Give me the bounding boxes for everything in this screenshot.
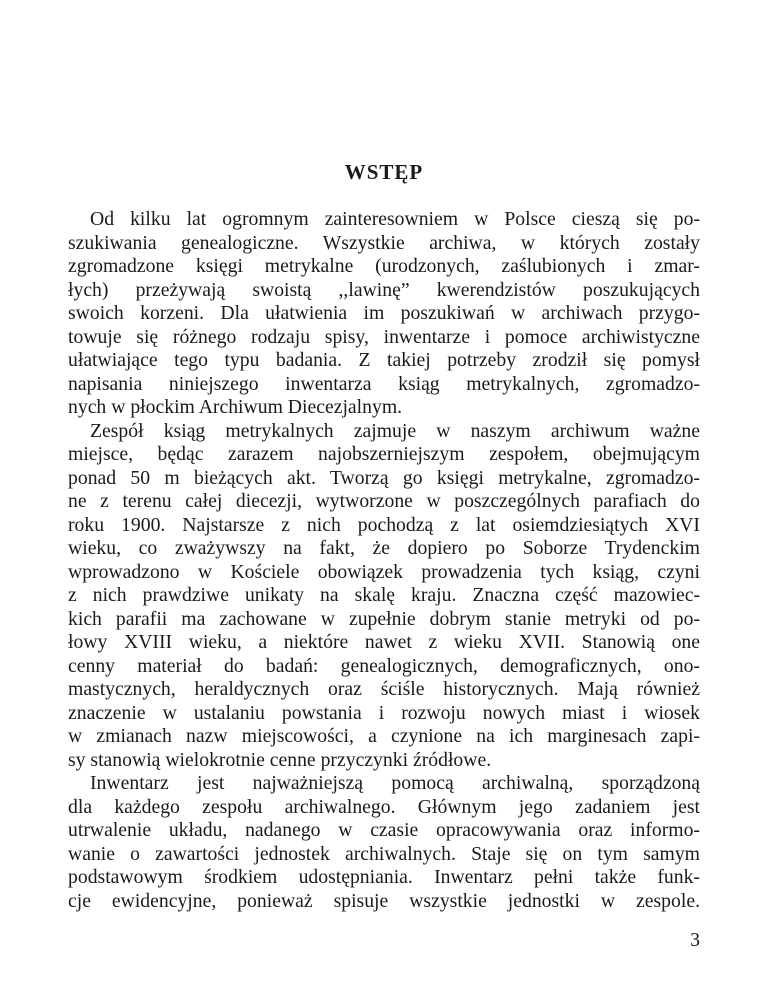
- text-line: łowy XVIII wieku, a niektóre nawet z wieku XVII. Stanowią one: [68, 631, 700, 653]
- text-line: mastycznych, heraldycznych oraz ściśle historycznych. Mają również: [68, 678, 700, 700]
- text-line: w zmianach nazw miejscowości, a czynione na ich marginesach zapi-: [68, 725, 700, 747]
- text-line: cenny materiał do badań: genealogicznych, demograficznych, ono-: [68, 654, 700, 677]
- text-line: z nich prawdziwe unikaty na skalę kraju. Znaczna część mazowiec-: [68, 584, 700, 606]
- text-line: nych w płockim Archiwum Diecezjalnym.: [68, 396, 403, 418]
- text-line: szukiwania genealogiczne. Wszystkie archiwa, w których zostały: [68, 231, 700, 254]
- text-line: łych) przeżywają swoistą ,,lawinę” kwerendzistów poszukujących: [68, 278, 700, 301]
- text-line: dla każdego zespołu archiwalnego. Głównym jego zadaniem jest: [68, 795, 700, 818]
- text-line: towuje się różnego rodzaju spisy, inwentarze i pomoce archiwistyczne: [68, 325, 700, 348]
- text-line: ponad 50 m bieżących akt. Tworzą go księgi metrykalne, zgromadzo-: [68, 466, 700, 489]
- text-line: napisania niniejszego inwentarza ksiąg metrykalnych, zgromadzo-: [68, 372, 700, 395]
- text-line: cje ewidencyjne, ponieważ spisuje wszystkie jednostki w zespole.: [68, 889, 700, 912]
- text-line: ne z terenu całej diecezji, wytworzone w poszczególnych parafiach do: [68, 490, 700, 512]
- text-line: znaczenie w ustalaniu powstania i rozwoju nowych miast i wiosek: [68, 701, 700, 724]
- text-line: podstawowym środkiem udostępniania. Inwentarz pełni także funk-: [68, 866, 700, 888]
- body-text: [68, 208, 700, 913]
- text-line: swoich korzeni. Dla ułatwienia im poszukiwań w archiwach przygo-: [68, 302, 700, 324]
- text-line: utrwalenie układu, nadanego w czasie opracowywania oraz informo-: [68, 819, 700, 841]
- chapter-heading: WSTĘP: [344, 160, 424, 184]
- text-line: wieku, co zważywszy na fakt, że dopiero po Soborze Trydenckim: [68, 537, 700, 559]
- text-line: miejsce, będąc zarazem najobszerniejszym zespołem, obejmującym: [68, 443, 700, 465]
- text-line: Od kilku lat ogromnym zainteresowniem w Polsce cieszą się po-: [90, 208, 700, 230]
- text-line: Zespół ksiąg metrykalnych zajmuje w naszym archiwum ważne: [90, 419, 700, 442]
- page-number: 3: [690, 930, 700, 951]
- text-line: zgromadzone księgi metrykalne (urodzonych, zaślubionych i zmar-: [68, 255, 700, 277]
- text-line: Inwentarz jest najważniejszą pomocą archiwalną, sporządzoną: [90, 772, 700, 794]
- text-line: ułatwiające tego typu badania. Z takiej potrzeby zrodził się pomysł: [68, 349, 700, 371]
- text-line: wprowadzono w Kościele obowiązek prowadzenia tych ksiąg, czyni: [68, 560, 700, 583]
- text-line: roku 1900. Najstarsze z nich pochodzą z lat osiemdziesiątych XVI: [68, 513, 700, 536]
- text-line: kich parafii ma zachowane w zupełnie dobrym stanie metryki od po-: [68, 607, 700, 630]
- text-line: wanie o zawartości jednostek archiwalnych. Staje się on tym samym: [68, 842, 700, 865]
- text-line: sy stanowią wielokrotnie cenne przyczynki źródłowe.: [68, 748, 492, 771]
